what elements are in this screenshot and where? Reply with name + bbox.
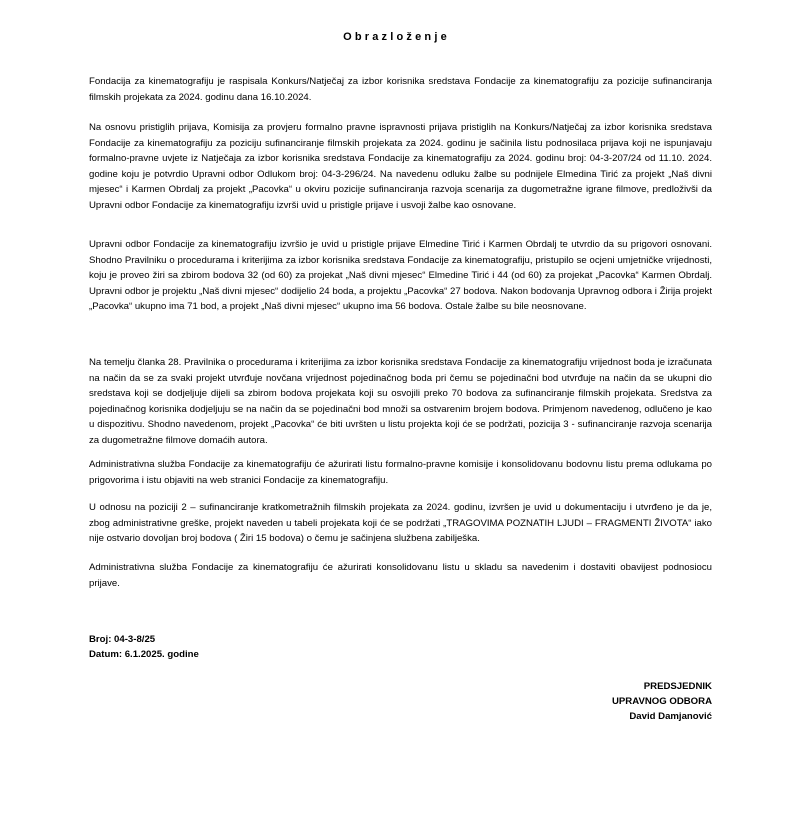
document-title: Obrazloženje [343,31,450,43]
paragraph-list-update: Administrativna služba Fondacije za kinematografiju će ažurirati listu formalno-pravne komisije i konsolidovanu bodovnu listu prema odlukama po prigovorima i istu objaviti na web stranici Fondacije za kinematografiju. [89,459,712,486]
document-meta [89,632,199,662]
reference-number: Broj: 04-3-8/25 [89,634,156,645]
paragraph-position-2: U odnosu na poziciji 2 – sufinanciranje kratkometražnih filmskih projekata za 2024. godinu, izvršen je uvid u dokumentaciju i utvrđeno je da je, zbog administrativne greške, projekt naveden u tabeli projekata koji će se podržati „TRAGOVIMA POZNATIH LJUDI – FRAGMENTI ŽIVOTA“ iako nije ostvario dovoljan broj bodova ( Žiri 15 bodova) o čemu je sačinjena službena zabilješka. [89,502,712,545]
paragraph-applications: Na osnovu pristiglih prijava, Komisija za provjeru formalno pravne ispravnosti prijava pristiglih na Konkurs/Natječaj za izbor korisnika sredstava Fondacije za kinematografiju za poziciju sufinanciranje filmskih projekata za 2024. godinu je sačinila listu podnosilaca prijava koji ne ispunjavaju formalno-pravne uvjete iz Natječaja za izbor korisnika sredstava Fondacije za kinematografiju za 2024. godinu broj: 04-3-207/24 od 11.10. 2024. godine koju je potvrdio Upravni odbor Odlukom broj: 04-3-296/24. Na navedenu odluku žalbe su podnijele Elmedina Tirić za projekt „Naš divni mjesec“ i Karmen Obrdalj za projekt „Pacovka“ u okviru pozicije sufinanciranja razvoja scenarija za dugometražne igrane filmove, predloživši da Upravni odbor Fondacije za kinematografiju izvrši uvid u pristigle prijave i usvoji žalbe kao osnovane. [89,122,712,211]
signature-block [612,679,712,724]
paragraph-notification: Administrativna služba Fondacije za kinematografiju će ažurirati konsolidovanu listu u skladu sa navedenim i dostaviti obavijest podnosiocu prijave. [89,562,712,589]
paragraph-intro: Fondacija za kinematografiju je raspisala Konkurs/Natječaj za izbor korisnika sredstava Fondacije za kinematografiju za pozicije sufinanciranja filmskih projekata za 2024. godinu dana 16.10.2024. [89,76,712,103]
signature-title-line2: UPRAVNOG ODBORA [611,696,712,707]
paragraph-board-review: Upravni odbor Fondacije za kinematografiju izvršio je uvid u pristigle prijave Elmedine Tirić i Karmen Obrdalj te utvrdio da su prigovori osnovani. Shodno Pravilniku o procedurama i kriterijima za izbor korisnika sredstava Fondacije za kinematografiju, pristupilo se ocjeni umjetničke vrijednosti, koju je proveo žiri sa zbirom bodova 32 (od 60) za projekat „Naš divni mjesec“ Elmedine Tirić i 44 (od 60) za projekat „Pacovka“ Karmen Obrdalj. Upravni odbor je projektu „Naš divni mjesec“ dodijelio 24 boda, a projektu „Pacovka“ 27 bodova. Nakon bodovanja Upravnog odbora i Žirija projekt „Pacovka“ ukupno ima 71 bod, a projekt „Naš divni mjesec“ ukupno ima 56 bodova. Ostale žalbe su bile neosnovane. [89,239,712,313]
signature-name: David Damjanović [629,711,712,722]
paragraph-point-value: Na temelju članka 28. Pravilnika o procedurama i kriterijima za izbor korisnika sredstava Fondacije za kinematografiju vrijednost boda je izračunata na način da se za svaki projekt utvrđuje novčana vrijednost pojedinačnog boda pri čemu se pojedinačni bod utvrđuje na način da se ukupni dio sredstava koji se dodjeljuje dijeli sa zbirom bodova projekata koji su osvojili preko 70 bodova za sufinanciranje filmskih projekata. Sredstva za pojedinačnog korisnika dodjeljuju se na način da se pojedinačni bod množi sa ostvarenim brojem bodova. Primjenom navedenog, odlučeno je kao u dispozitivu. Shodno navedenom, projekt „Pacovka“ će biti uvršten u listu projekta koji će se podržati, pozicija 3 - sufinanciranje razvoja scenarija za dugometražne filmove domaćih autora. [89,357,712,446]
document-date: Datum: 6.1.2025. godine [89,649,199,660]
signature-title-line1: PREDSJEDNIK [643,681,712,692]
